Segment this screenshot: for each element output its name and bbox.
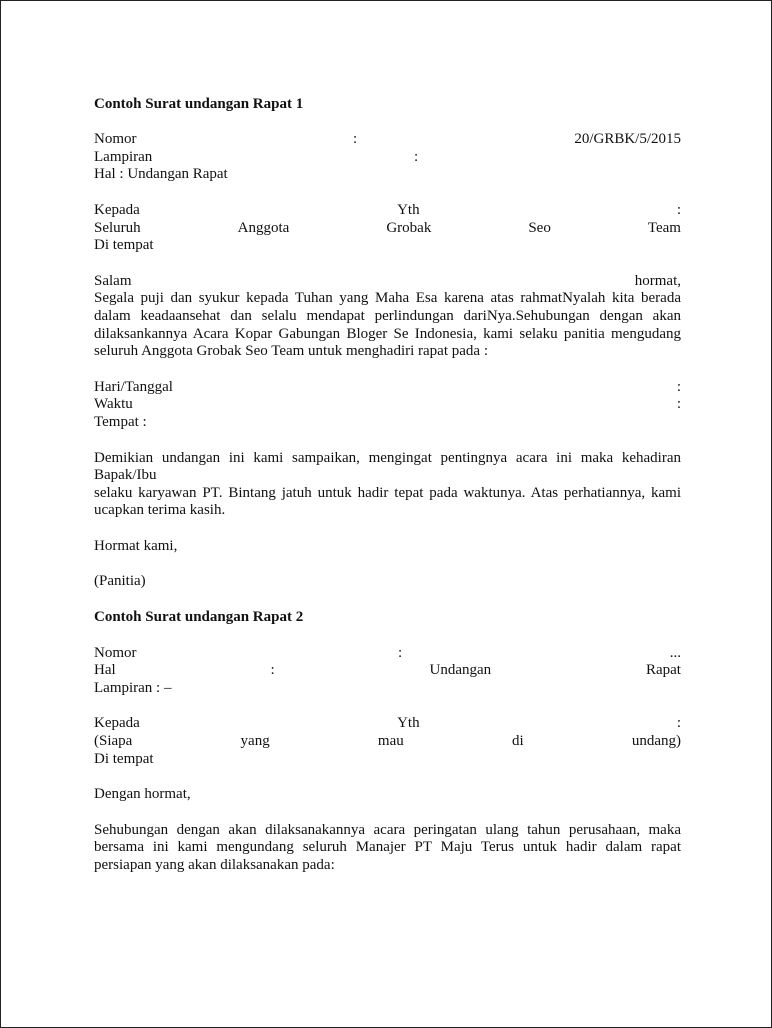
word: Undangan bbox=[429, 662, 492, 679]
letter2-nomor-line bbox=[94, 645, 681, 663]
hormat-word: hormat, bbox=[634, 272, 681, 289]
letter1-body-line: Segala puji dan syukur kepada Tuhan yang Maha Esa karena atas rahmatNyalah kita berada bbox=[94, 290, 681, 307]
yth-word: Yth bbox=[397, 201, 420, 218]
nomor-colon: : bbox=[398, 644, 403, 661]
kepada-word: Kepada bbox=[94, 201, 140, 218]
yth-word: Yth bbox=[397, 715, 420, 732]
letter2-di-tempat: Di tempat bbox=[94, 750, 154, 767]
letter1-panitia: (Panitia) bbox=[94, 573, 146, 590]
document-content bbox=[94, 96, 681, 875]
letter2-body-line: persiapan yang akan dilaksanakan pada: bbox=[94, 857, 335, 873]
letter1-body-line: dilaksankannya Acara Kopar Gabungan Bloger Se Indonesia, kami selaku panitia mengudang bbox=[94, 325, 681, 342]
letter2-body-line: bersama ini kami mengundang seluruh Manajer PT Maju Terus untuk hadir dalam rapat bbox=[94, 839, 681, 856]
lampiran-label: Lampiran bbox=[94, 148, 153, 165]
letter2-hal-line bbox=[94, 662, 681, 680]
letter1-kepada-line bbox=[94, 202, 681, 220]
nomor-colon: : bbox=[353, 131, 358, 148]
letter1-hormat: Hormat kami, bbox=[94, 537, 178, 554]
letter1-hal: Hal : Undangan Rapat bbox=[94, 166, 228, 183]
letter1-hari-line bbox=[94, 379, 681, 397]
letter1-lampiran-line bbox=[94, 149, 681, 167]
word: Anggota bbox=[237, 219, 290, 236]
letter2-body-line: Sehubungan dengan akan dilaksanakannya acara peringatan ulang tahun perusahaan, maka bbox=[94, 821, 681, 838]
kepada-colon: : bbox=[676, 715, 681, 732]
salam-word: Salam bbox=[94, 272, 132, 289]
letter1-body-line: dalam keadaansehat dan selalu mendapat perlindungan dariNya.Sehubungan dengan akan bbox=[94, 307, 681, 324]
kepada-word: Kepada bbox=[94, 715, 140, 732]
letter2-kepada-line bbox=[94, 715, 681, 733]
nomor-value: ... bbox=[669, 644, 681, 661]
waktu-label: Waktu bbox=[94, 396, 133, 413]
word: : bbox=[270, 662, 275, 679]
letter1-body-line: seluruh Anggota Grobak Seo Team untuk menghadiri rapat pada : bbox=[94, 343, 488, 360]
word: (Siapa bbox=[94, 733, 133, 750]
word: Grobak bbox=[386, 219, 432, 236]
letter1-title: Contoh Surat undangan Rapat 1 bbox=[94, 96, 304, 112]
letter1-tempat: Tempat : bbox=[94, 413, 147, 430]
waktu-colon: : bbox=[676, 396, 681, 413]
letter1-closing-line: Bapak/Ibu bbox=[94, 467, 157, 484]
word: Seo bbox=[528, 219, 551, 236]
letter1-salam-line bbox=[94, 273, 681, 291]
word: mau bbox=[377, 733, 404, 750]
letter2-siapa-line bbox=[94, 733, 681, 751]
letter1-di-tempat: Di tempat bbox=[94, 237, 154, 254]
letter2-title: Contoh Surat undangan Rapat 2 bbox=[94, 609, 304, 626]
nomor-value: 20/GRBK/5/2015 bbox=[574, 131, 681, 148]
letter2-salam: Dengan hormat, bbox=[94, 786, 191, 803]
nomor-label: Nomor bbox=[94, 644, 137, 661]
word: Seluruh bbox=[94, 219, 141, 236]
nomor-label: Nomor bbox=[94, 131, 137, 148]
word: Team bbox=[647, 219, 681, 236]
letter1-waktu-line bbox=[94, 396, 681, 414]
word: undang) bbox=[631, 733, 681, 750]
word: di bbox=[511, 733, 524, 750]
letter1-nomor-line bbox=[94, 131, 681, 149]
letter1-seluruh-line bbox=[94, 220, 681, 238]
word: Hal bbox=[94, 662, 116, 679]
kepada-colon: : bbox=[676, 201, 681, 218]
word: yang bbox=[240, 733, 270, 750]
letter2-lampiran: Lampiran : – bbox=[94, 679, 172, 696]
letter1-closing-line: selaku karyawan PT. Bintang jatuh untuk hadir tepat pada waktunya. Atas perhatiannya, kami bbox=[94, 484, 681, 501]
lampiran-colon: : bbox=[414, 148, 419, 165]
word: Rapat bbox=[645, 662, 681, 679]
letter1-closing-line: ucapkan terima kasih. bbox=[94, 502, 226, 519]
hari-label: Hari/Tanggal bbox=[94, 378, 173, 395]
hari-colon: : bbox=[676, 378, 681, 395]
letter1-closing-line: Demikian undangan ini kami sampaikan, mengingat pentingnya acara ini maka kehadiran bbox=[94, 449, 681, 466]
